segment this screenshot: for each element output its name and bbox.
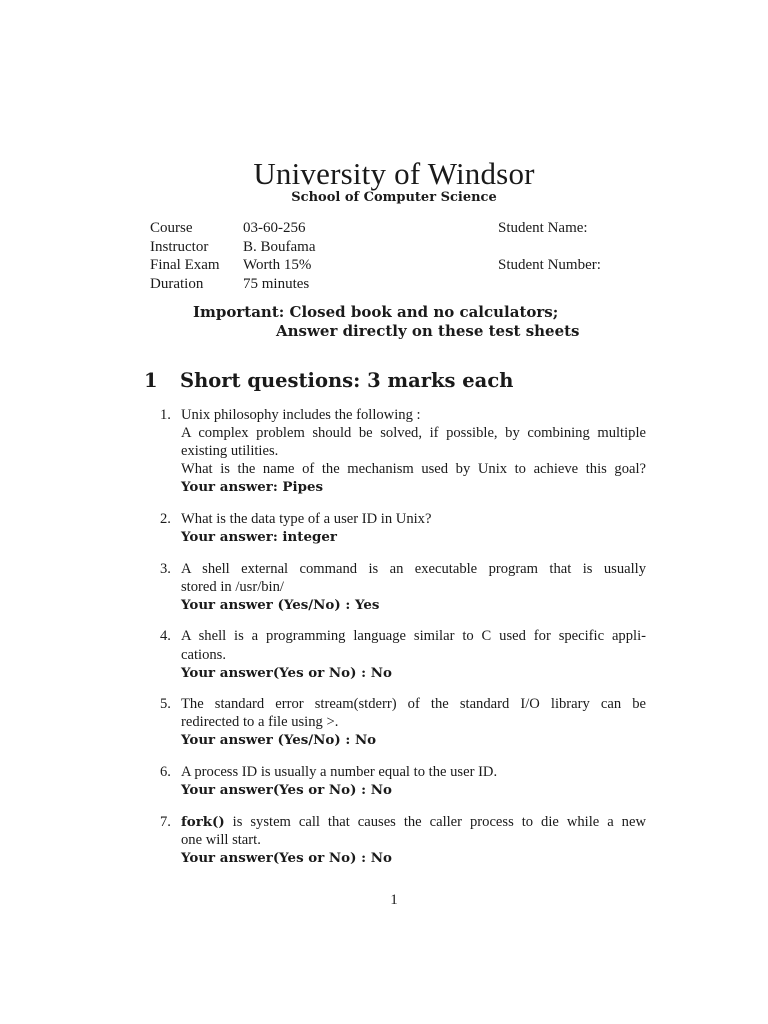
info-right [498,275,648,294]
question-list [160,406,646,880]
question-number: 3. [160,560,171,577]
question-text [181,813,646,831]
question-text: stored in /usr/bin/ [181,578,284,595]
question-number: 5. [160,696,171,713]
answer-text: Your answer: Pipes [181,479,324,496]
question-item [160,763,646,799]
page-number: 1 [390,892,398,908]
info-label: Instructor [150,238,209,255]
student-number-label: Student Number: [498,257,601,274]
question-text: The standard error stream(stderr) of the standard I/O library can be [181,696,646,713]
answer-text: Your answer(Yes or No) : No [181,849,392,866]
question-text: What is the name of the mechanism used by Unix to achieve this goal? [181,461,646,478]
question-item [160,627,646,681]
question-text: A complex problem should be solved, if possible, by combining multiple [181,425,646,442]
info-row-duration [150,275,650,294]
student-name-label: Student Name: [498,220,588,236]
question-text: What is the data type of a user ID in Unix? [181,510,432,527]
question-item [160,813,646,867]
question-text: redirected to a file using >. [181,714,339,731]
question-text: existing utilities. [181,443,279,460]
answer-text: Your answer (Yes/No) : Yes [181,596,380,613]
university-title: University of Windsor [253,156,535,191]
info-row-final-exam [150,256,650,275]
exam-info-table [150,219,650,293]
question-text: one will start. [181,831,261,848]
answer-text: Your answer(Yes or No) : No [181,664,392,681]
info-row-course [150,219,650,238]
question-number: 2. [160,510,171,527]
question-item [160,406,646,496]
question-text: A process ID is usually a number equal to the user ID. [181,764,498,780]
notice-line-2: Answer directly on these test sheets [276,322,580,340]
question-number: 7. [160,813,171,830]
question-text: A shell is a programming language similar to C used for specific appli- [181,628,646,645]
fork-keyword: fork() [181,813,225,830]
question-text: Unix philosophy includes the following : [181,407,421,423]
question-text-rest: is system call that causes the caller process to die while a new [224,813,646,830]
question-item [160,695,646,749]
info-label: Final Exam [150,257,220,274]
info-right [498,238,648,257]
info-label: Duration [150,275,204,292]
question-text: cations. [181,646,226,663]
answer-text: Your answer (Yes/No) : No [181,732,377,749]
notice-line-1: Important: Closed book and no calculators; [193,303,559,321]
question-number: 6. [160,764,171,780]
info-label: Course [150,220,193,236]
question-text: A shell external command is an executable program that is usually [181,560,646,577]
section-number: 1 [144,369,158,392]
question-number: 1. [160,407,171,423]
info-value: 75 minutes [243,275,310,292]
info-value: 03-60-256 [243,220,306,236]
question-number: 4. [160,628,171,645]
school-name: School of Computer Science [291,190,497,205]
section-title: Short questions: 3 marks each [180,369,514,392]
question-item [160,510,646,546]
question-item [160,560,646,614]
info-value: B. Boufama [243,238,316,255]
answer-text: Your answer: integer [181,529,337,546]
answer-text: Your answer(Yes or No) : No [181,782,392,799]
info-value: Worth 15% [243,257,312,274]
info-row-instructor [150,238,650,257]
important-notice [193,303,580,341]
section-heading [144,369,513,392]
